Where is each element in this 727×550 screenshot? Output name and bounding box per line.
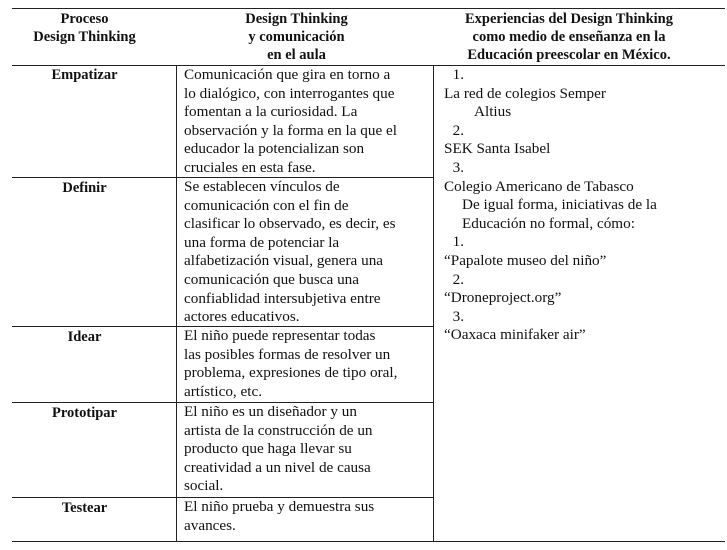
header-line: en el aula — [267, 47, 326, 63]
desc-line: El niño puede representar todas — [184, 327, 376, 344]
header-line: como medio de enseñanza en la — [472, 29, 666, 45]
desc-line: fomentan a la curiosidad. La — [184, 103, 358, 121]
column-divider-1 — [176, 66, 177, 541]
intro-line: De igual forma, iniciativas de la — [462, 196, 657, 214]
process-description — [184, 178, 434, 327]
desc-line: clasificar lo observado, es decir, es — [184, 215, 396, 233]
process-label: Idear — [67, 329, 102, 345]
desc-line: social. — [184, 477, 224, 495]
list-item: 2. SEK Santa Isabel — [444, 121, 551, 158]
header-process — [12, 10, 157, 46]
list-item: 2. “Droneproject.org” — [444, 270, 562, 307]
list-item: 1. La red de colegios Semper — [444, 66, 606, 102]
desc-line: creatividad a un nivel de causa — [184, 458, 371, 476]
header-experiences — [436, 10, 702, 64]
process-description — [184, 498, 434, 535]
desc-line: comunicación que busca una — [184, 270, 360, 288]
desc-line: El niño prueba y demuestra sus — [184, 498, 375, 515]
desc-line: El niño es un diseñador y un — [184, 403, 357, 420]
header-communication — [184, 10, 409, 64]
header-line: Design Thinking — [33, 29, 136, 45]
header-line: Proceso — [60, 11, 109, 27]
list-item-continuation: Altius — [474, 103, 512, 121]
header-line: Educación preescolar en México. — [467, 47, 671, 63]
desc-line: confiablidad intersubjetiva entre — [184, 289, 381, 307]
desc-line: las posibles formas de resolver un — [184, 345, 391, 363]
desc-line: artístico, etc. — [184, 382, 263, 400]
bottom-rule — [12, 541, 725, 542]
desc-line: problema, expresiones de tipo oral, — [184, 364, 398, 382]
desc-line: alfabetización visual, genera una — [184, 252, 384, 270]
experiences-cell — [444, 66, 657, 345]
desc-line: lo dialógico, con interrogantes que — [184, 84, 395, 102]
header-line: Experiencias del Design Thinking — [464, 11, 673, 27]
process-label: Definir — [62, 180, 107, 196]
desc-line: educador la potencializan son — [184, 140, 365, 158]
process-description — [184, 327, 434, 401]
list-item: 1. “Papalote museo del niño” — [444, 233, 607, 269]
desc-line: Comunicación que gira en torno a — [184, 66, 391, 83]
header-line: Design Thinking — [245, 11, 348, 27]
desc-line: observación y la forma en la que el — [184, 121, 397, 139]
desc-line: producto que haga llevar su — [184, 440, 352, 458]
desc-line: avances. — [184, 516, 236, 534]
process-description — [184, 66, 434, 178]
top-rule — [12, 8, 725, 9]
desc-line: una forma de potenciar la — [184, 233, 340, 251]
intro-line: Educación no formal, cómo: — [462, 214, 635, 232]
desc-line: cruciales en esta fase. — [184, 158, 316, 176]
header-line: y comunicación — [248, 29, 345, 45]
process-label: Prototipar — [52, 405, 117, 421]
list-item: 3. “Oaxaca minifaker air” — [444, 307, 586, 344]
process-label: Empatizar — [51, 67, 118, 83]
desc-line: artista de la construcción de un — [184, 421, 373, 439]
desc-line: actores educativos. — [184, 308, 300, 326]
desc-line: comunicación con el fin de — [184, 196, 349, 214]
desc-line: Se establecen vínculos de — [184, 178, 340, 195]
process-label: Testear — [61, 500, 108, 516]
process-description — [184, 403, 434, 496]
list-item: 3. Colegio Americano de Tabasco — [444, 158, 634, 195]
